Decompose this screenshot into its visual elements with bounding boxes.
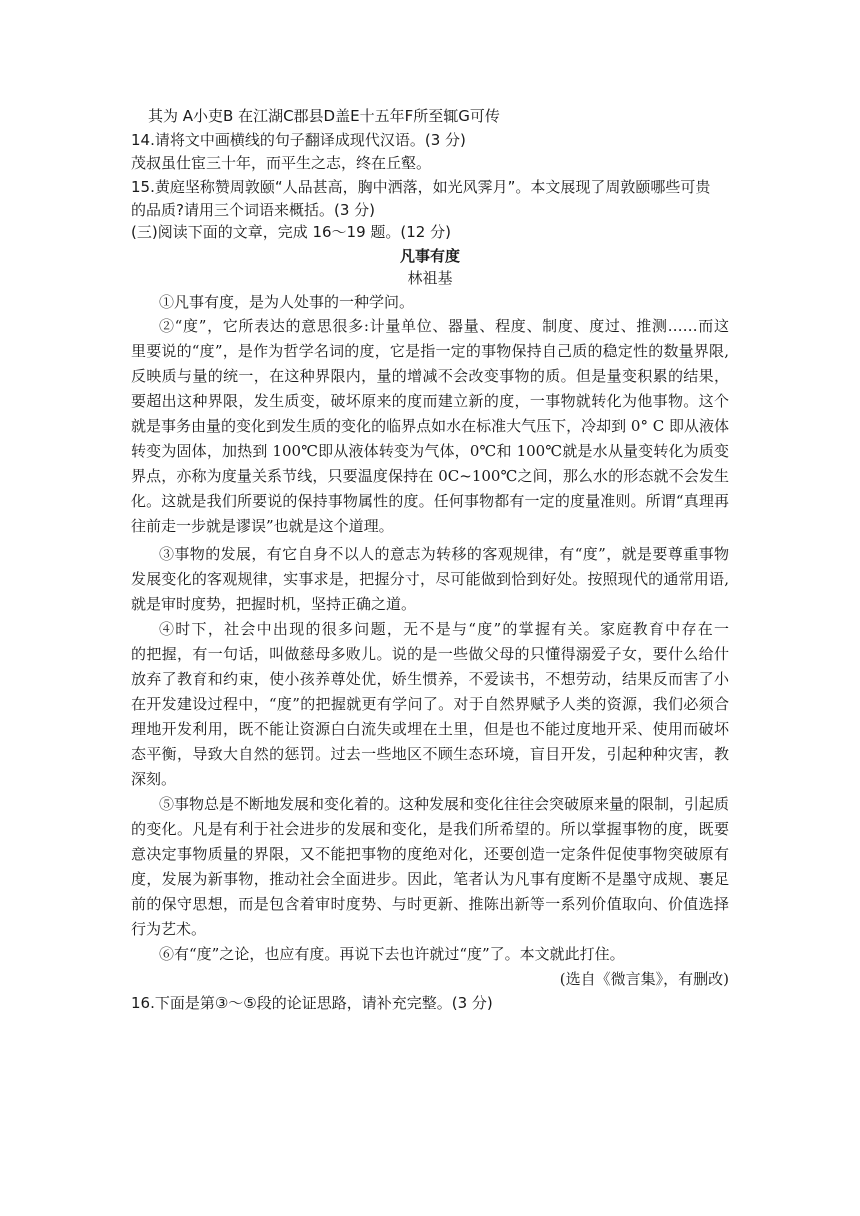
paragraph-3-line: 就是审时度势，把握时机，坚持正确之道。: [131, 595, 417, 613]
paragraph-4-line: 深刻。: [131, 770, 177, 788]
paragraph-3-line: ③事物的发展，有它自身不以人的意志为转移的客观规律，有“度”，就是要尊重事物: [159, 545, 729, 563]
question-16-prompt: 16.下面是第③～⑤段的论证思路，请补充完整。(3 分): [131, 994, 493, 1012]
paragraph-5-line: 前的保守思想，而是包含着审时度势、与时更新、推陈出新等一系列价值取向、价值选择: [131, 895, 729, 913]
paragraph-4-line: 态平衡，导致大自然的惩罚。过去一些地区不顾生态环境，盲目开发，引起种种灾害，教: [131, 745, 729, 763]
paragraph-2-line: 界点，亦称为度量关系节线，只要温度保持在 0C~100℃之间，那么水的形态就不会发生: [131, 467, 729, 485]
paragraph-5-line: 的变化。凡是有利于社会进步的发展和变化，是我们所希望的。所以掌握事物的度，既要: [131, 820, 729, 838]
paragraph-4-line: ④时下，社会中出现的很多问题，无不是与“度”的掌握有关。家庭教育中存在一: [159, 620, 729, 638]
paragraph-2-line: ②“度”，它所表达的意思很多:计量单位、器量、程度、制度、度过、推测……而这: [159, 317, 729, 335]
article-title: 凡事有度: [399, 247, 460, 265]
paragraph-1: ①凡事有度，是为人处事的一种学问。: [159, 293, 415, 311]
article-author: 林祖基: [407, 269, 453, 287]
paragraph-5-line: 意决定事物质量的界限，又不能把事物的度绝对化，还要创造一定条件促使事物突破原有: [131, 845, 729, 863]
paragraph-3-line: 发展变化的客观规律，实事求是，把握分寸，尽可能做到恰到好处。按照现代的通常用语,: [131, 570, 729, 588]
paragraph-2-line: 化。这就是我们所要说的保持事物属性的度。任何事物都有一定的度量准则。所谓“真理再: [131, 492, 729, 510]
paragraph-2-line: 要超出这种界限，发生质变，破坏原来的度而建立新的度，一事物就转化为他事物。这个: [131, 392, 729, 410]
question-15-line-1: 15.黄庭坚称赞周敦颐“人品甚高，胸中洒落，如光风霁月”。本文展现了周敦颐哪些可贵: [131, 178, 711, 196]
paragraph-5-line: 行为艺术。: [131, 920, 207, 938]
paragraph-2-line: 反映质与量的统一，在这种界限内，量的增减不会改变事物的质。但是量变积累的结果，: [131, 367, 729, 385]
breaking-options-line: 其为 A小吏B 在江湖C郡县D盖E十五年F所至辄G可传: [148, 107, 500, 125]
paragraph-6: ⑥有“度”之论，也应有度。再说下去也许就过“度”了。本文就此打住。: [159, 945, 625, 963]
paragraph-5-line: ⑤事物总是不断地发展和变化着的。这种发展和变化往往会突破原来量的限制，引起质: [159, 795, 729, 813]
paragraph-2-line: 里要说的“度”，是作为哲学名词的度，它是指一定的事物保持自己质的稳定性的数量界限,: [131, 342, 729, 360]
paragraph-4-line: 在开发建设过程中，“度”的把握就更有学问了。对于自然界赋予人类的资源，我们必须合: [131, 695, 729, 713]
paragraph-4-line: 的把握，有一句话，叫做慈母多败儿。说的是一些做父母的只懂得溺爱子女，要什么给什: [131, 645, 729, 663]
paragraph-2-line: 转变为固体，加热到 100℃即从液体转变为气体，0℃和 100℃就是水从量变转化为质变: [131, 442, 729, 460]
question-14-sentence: 茂叔虽仕宦三十年，而平生之志，终在丘壑。: [131, 154, 432, 172]
question-14-prompt: 14.请将文中画横线的句子翻译成现代汉语。(3 分): [131, 131, 466, 149]
paragraph-4-line: 理地开发利用，既不能让资源白白流失或埋在土里，但是也不能过度地开采、使用而破坏: [131, 720, 729, 738]
paragraph-2-line: 就是事务由量的变化到发生质的变化的临界点如水在标准大气压下，冷却到 0° C 即从液体: [131, 417, 729, 435]
question-15-line-2: 的品质?请用三个词语来概括。(3 分): [131, 201, 375, 219]
paragraph-4-line: 放弃了教育和约束，使小孩养尊处优，娇生惯养，不爱读书，不想劳动，结果反而害了小: [131, 670, 729, 688]
section-3-heading: (三)阅读下面的文章，完成 16～19 题。(12 分): [131, 223, 451, 241]
paragraph-2-line: 往前走一步就是谬误”也就是这个道理。: [131, 517, 394, 535]
article-source: (选自《微言集》，有删改): [559, 970, 729, 988]
paragraph-5-line: 度，发展为新事物，推动社会全面进步。因此，笔者认为凡事有度断不是墨守成规、裹足: [131, 870, 729, 888]
